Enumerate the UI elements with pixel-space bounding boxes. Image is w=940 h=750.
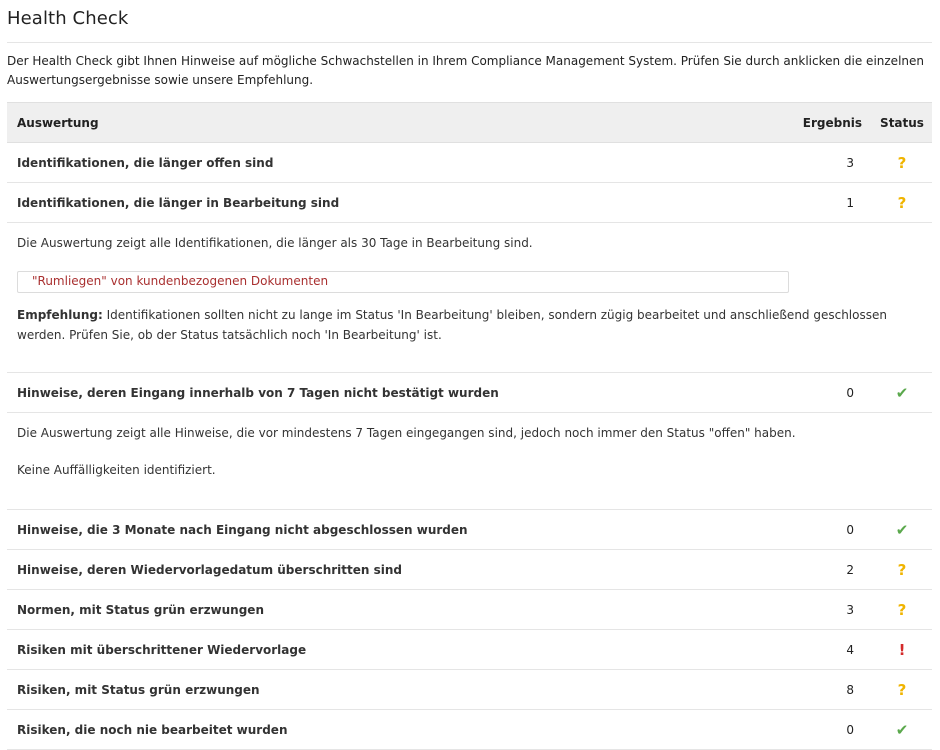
row-label: Normen, mit Status grün erzwungen — [7, 590, 802, 630]
detail-finding: Keine Auffälligkeiten identifiziert. — [17, 463, 216, 477]
row-label: Hinweise, deren Wiedervorlagedatum überschritten sind — [7, 550, 802, 590]
intro-text: Der Health Check gibt Ihnen Hinweise auf mögliche Schwachstellen in Ihrem Compliance Management System. Prüfen Sie durch anklicken die einzelnen Auswertungsergebnisse sowie unsere Empfehlung. — [7, 54, 924, 87]
question-icon: ? — [897, 153, 907, 172]
table-row[interactable] — [7, 550, 932, 590]
column-header-result: Ergebnis — [802, 103, 872, 143]
finding-link[interactable]: "Rumliegen" von kundenbezogenen Dokumenten — [17, 271, 789, 293]
title-divider — [7, 42, 932, 43]
row-label: Risiken, die noch nie bearbeitet wurden — [7, 710, 802, 750]
recommendation-text: Identifikationen sollten nicht zu lange im Status 'In Bearbeitung' bleiben, sondern zügig bearbeitet und anschließend geschlossen werden. Prüfen Sie, ob der Status tatsächlich noch 'In Bearbeitung' ist. — [17, 308, 887, 342]
question-icon: ? — [897, 680, 907, 699]
checkmark-icon: ✔ — [895, 383, 909, 402]
row-result: 0 — [802, 510, 872, 550]
question-icon: ? — [897, 600, 907, 619]
row-result: 8 — [802, 670, 872, 710]
row-label: Identifikationen, die länger in Bearbeitung sind — [7, 183, 802, 223]
row-result: 1 — [802, 183, 872, 223]
row-label: Risiken, mit Status grün erzwungen — [7, 670, 802, 710]
table-row[interactable] — [7, 510, 932, 550]
row-label: Hinweise, die 3 Monate nach Eingang nicht abgeschlossen wurden — [7, 510, 802, 550]
detail-description: Die Auswertung zeigt alle Identifikationen, die länger als 30 Tage in Bearbeitung sind. — [17, 236, 533, 250]
row-label: Hinweise, deren Eingang innerhalb von 7 Tagen nicht bestätigt wurden — [7, 373, 802, 413]
row-result: 4 — [802, 630, 872, 670]
column-header-status: Status — [872, 103, 932, 143]
health-check-table — [7, 102, 932, 750]
table-row[interactable] — [7, 143, 932, 183]
table-row[interactable] — [7, 590, 932, 630]
checkmark-icon: ✔ — [895, 520, 909, 539]
detail-description: Die Auswertung zeigt alle Hinweise, die vor mindestens 7 Tagen eingegangen sind, jedoch noch immer den Status "offen" haben. — [17, 426, 796, 440]
exclamation-icon: ! — [898, 640, 906, 659]
page-title: Health Check — [7, 8, 129, 29]
row-detail — [7, 413, 932, 510]
row-result: 3 — [802, 590, 872, 630]
table-row[interactable] — [7, 183, 932, 223]
question-icon: ? — [897, 560, 907, 579]
row-result: 0 — [802, 710, 872, 750]
question-icon: ? — [897, 193, 907, 212]
recommendation — [17, 305, 922, 345]
column-header-evaluation: Auswertung — [7, 103, 802, 143]
table-row[interactable] — [7, 670, 932, 710]
row-result: 0 — [802, 373, 872, 413]
row-label: Identifikationen, die länger offen sind — [7, 143, 802, 183]
table-row[interactable] — [7, 373, 932, 413]
row-label: Risiken mit überschrittener Wiedervorlage — [7, 630, 802, 670]
checkmark-icon: ✔ — [895, 720, 909, 739]
row-detail — [7, 223, 932, 373]
recommendation-label: Empfehlung: — [17, 308, 103, 322]
row-result: 2 — [802, 550, 872, 590]
row-result: 3 — [802, 143, 872, 183]
table-row[interactable] — [7, 710, 932, 750]
table-header-row — [7, 103, 932, 143]
table-row[interactable] — [7, 630, 932, 670]
